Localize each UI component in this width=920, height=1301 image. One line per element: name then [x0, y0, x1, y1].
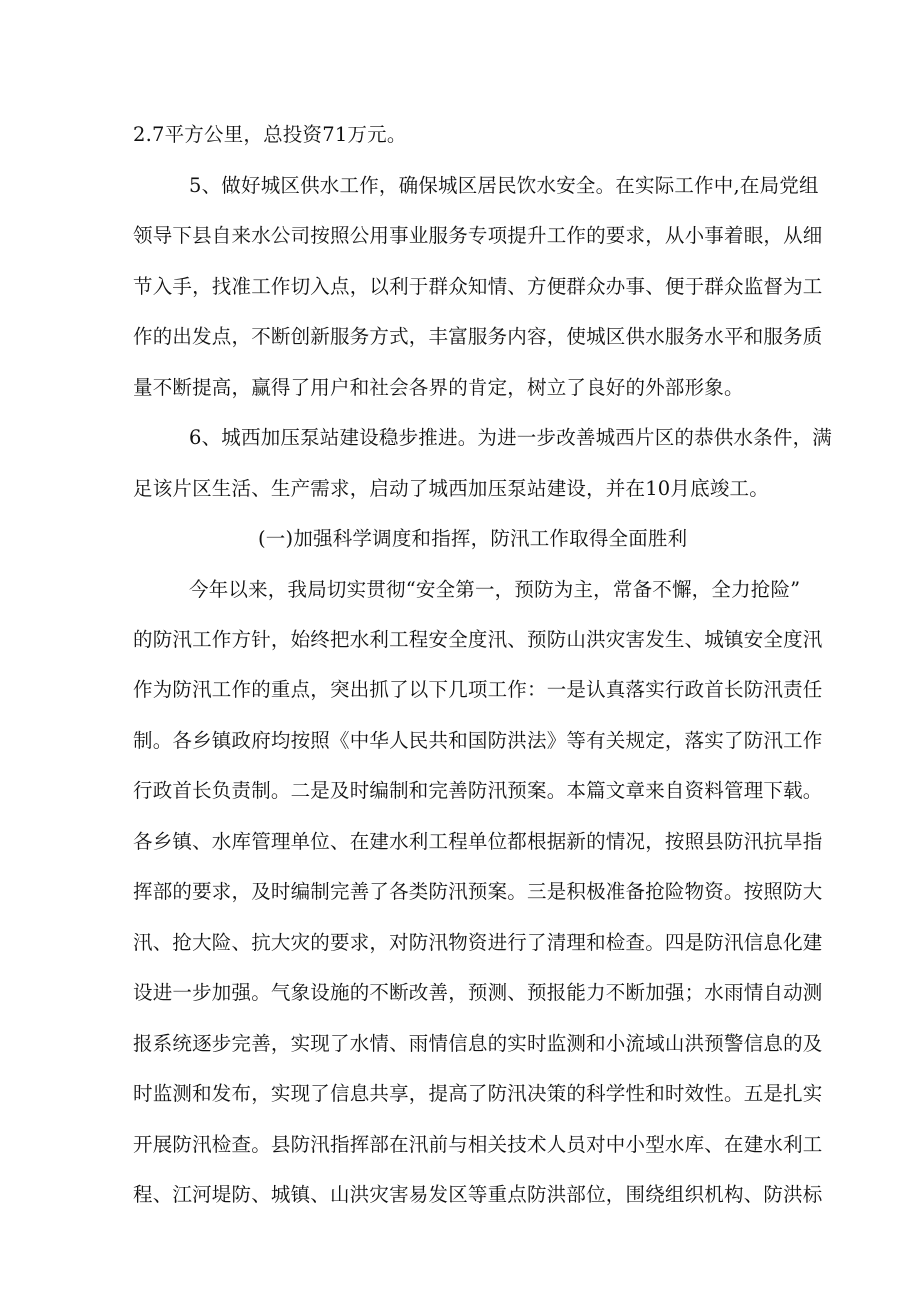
paragraph-flood-line-10: 报系统逐步完善，实现了水情、雨情信息的实时监测和小流域山洪预警信息的及 [133, 1032, 823, 1055]
paragraph-flood-line-3: 作为防汛工作的重点，突出抓了以下几项工作：一是认真落实行政首长防汛责任 [133, 678, 823, 701]
paragraph-flood-line-7: 挥部的要求，及时编制完善了各类防汛预案。三是积极准备抢险物资。按照防大 [133, 880, 823, 903]
paragraph-flood-line-2: 的防汛工作方针，始终把水利工程安全度汛、预防山洪灾害发生、城镇安全度汛 [133, 628, 823, 651]
paragraph-flood-line-12: 开展防汛检查。县防汛指挥部在汛前与相关技术人员对中小型水库、在建水利工 [133, 1133, 823, 1156]
paragraph-flood-line-8: 汛、抢大险、抗大灾的要求，对防汛物资进行了清理和检查。四是防汛信息化建 [133, 931, 823, 954]
paragraph-5-line-4: 作的出发点，不断创新服务方式，丰富服务内容，使城区供水服务水平和服务质 [133, 325, 823, 348]
paragraph-5-line-1: 5、做好城区供水工作，确保城区居民饮水安全。在实际工作中,在局党组 [189, 174, 819, 197]
paragraph-5-line-5: 量不断提高，赢得了用户和社会各界的肯定，树立了良好的外部形象。 [133, 376, 744, 399]
paragraph-flood-line-13: 程、江河堤防、城镇、山洪灾害易发区等重点防洪部位，围绕组织机构、防洪标 [133, 1183, 823, 1206]
paragraph-5-line-2: 领导下县自来水公司按照公用事业服务专项提升工作的要求，从小事着眼，从细 [133, 224, 823, 247]
paragraph-6-line-2: 足该片区生活、生产需求，启动了城西加压泵站建设，并在10月底竣工。 [133, 477, 769, 500]
text-line: 2.7平方公里，总投资71万元。 [133, 123, 407, 146]
paragraph-flood-line-4: 制。各乡镇政府均按照《中华人民共和国防洪法》等有关规定，落实了防汛工作 [133, 729, 823, 752]
paragraph-5-line-3: 节入手，找准工作切入点，以利于群众知情、方便群众办事、便于群众监督为工 [133, 275, 823, 298]
paragraph-6-line-1: 6、城西加压泵站建设稳步推进。为进一步改善城西片区的恭供水条件，满 [189, 426, 833, 449]
paragraph-flood-line-11: 时监测和发布，实现了信息共享，提高了防汛决策的科学性和时效性。五是扎实 [133, 1082, 823, 1105]
paragraph-flood-line-5: 行政首长负责制。二是及时编制和完善防汛预案。本篇文章来自资料管理下载。 [133, 779, 823, 802]
paragraph-flood-line-1: 今年以来，我局切实贯彻“安全第一，预防为主，常备不懈，全力抢险” [189, 578, 801, 601]
paragraph-flood-line-6: 各乡镇、水库管理单位、在建水利工程单位都根据新的情况，按照县防汛抗旱指 [133, 830, 823, 853]
section-heading: (一)加强科学调度和指挥，防汛工作取得全面胜利 [258, 527, 688, 550]
paragraph-flood-line-9: 设进一步加强。气象设施的不断改善，预测、预报能力不断加强；水雨情自动测 [133, 981, 823, 1004]
